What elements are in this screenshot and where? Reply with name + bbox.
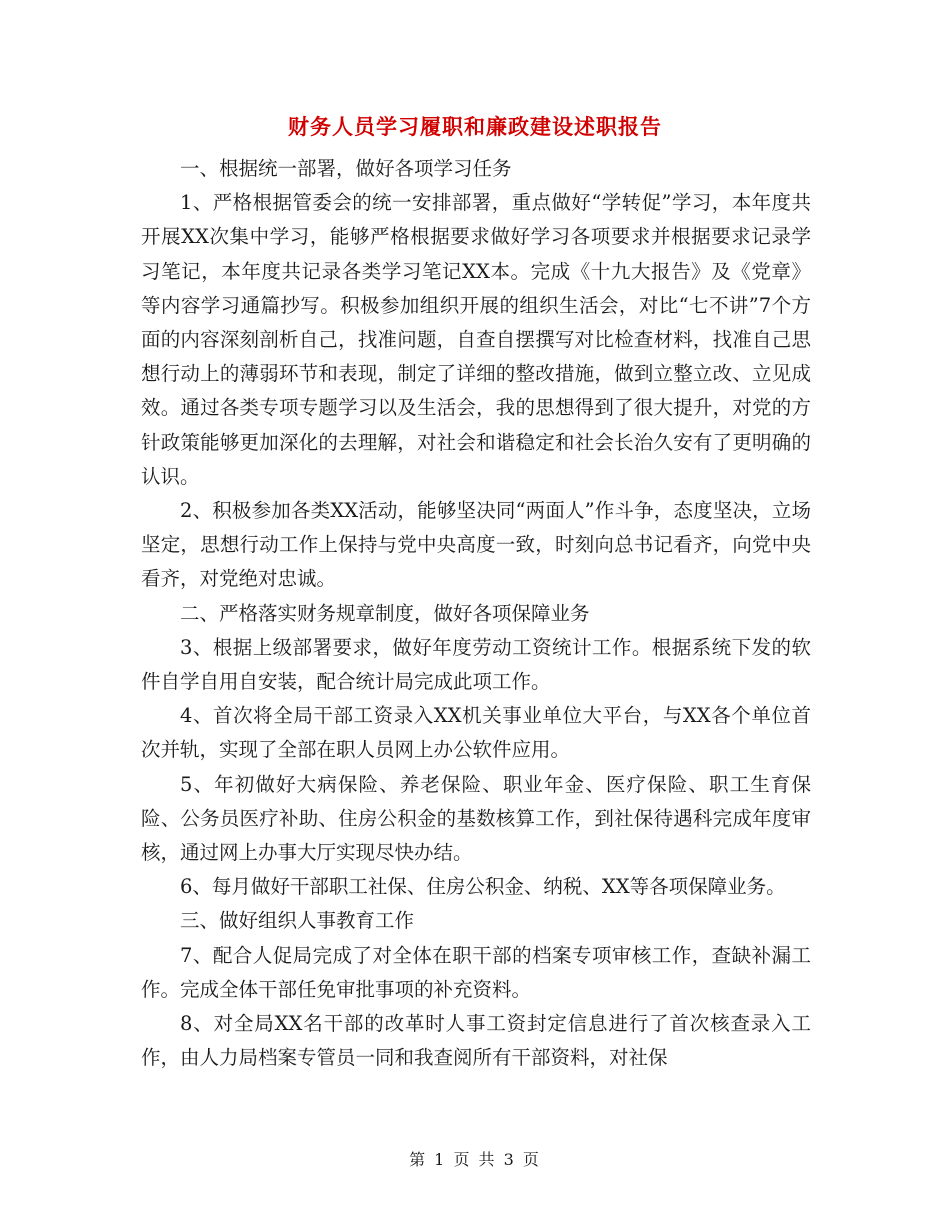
section-heading-3: 三、做好组织人事教育工作 bbox=[180, 909, 415, 933]
paragraph-item-5: 5、年初做好大病保险、养老保险、职业年金、医疗保险、职工生育保险、公务员医疗补助、住房公积金的基数核算工作，到社保待遇科完成年度审核，通过网上办事大厅实现尽快办结。 bbox=[141, 772, 811, 865]
paragraph-item-7: 7、配合人促局完成了对全体在职干部的档案专项审核工作，查缺补漏工作。完成全体干部任免审批事项的补充资料。 bbox=[141, 943, 811, 1001]
paragraph-item-8: 8、对全局XX名干部的改革时人事工资封定信息进行了首次核查录入工作，由人力局档案专管员一同和我查阅所有干部资料，对社保 bbox=[141, 1012, 811, 1070]
paragraph-item-2: 2、积极参加各类XX活动，能够坚决同“两面人”作斗争，态度坚决，立场坚定，思想行动工作上保持与党中央高度一致，时刻向总书记看齐，向党中央看齐，对党绝对忠诚。 bbox=[141, 499, 811, 591]
document-body bbox=[141, 152, 811, 1075]
section-heading-2: 二、严格落实财务规章制度，做好各项保障业务 bbox=[180, 601, 590, 625]
paragraph-item-3: 3、根据上级部署要求，做好年度劳动工资统计工作。根据系统下发的软件自学自用自安装，配合统计局完成此项工作。 bbox=[141, 635, 811, 694]
paragraph-item-6: 6、每月做好干部职工社保、住房公积金、纳税、XX等各项保障业务。 bbox=[180, 875, 786, 899]
document-title: 财务人员学习履职和廉政建设述职报告 bbox=[288, 114, 662, 139]
paragraph-item-1: 1、严格根据管委会的统一安排部署，重点做好“学转促”学习，本年度共开展XX次集中学习，能够严格根据要求做好学习各项要求并根据要求记录学习笔记，本年度共记录各类学习笔记XX本。完成《十九大报告》及《党章》等内容学习通篇抄写。积极参加组织开展的组织生活会，对比“七不讲”7个方面的内容深刻剖析自己，找准问题，自查自摆撰写对比检查材料，找准自己思想行动上的薄弱环节和表现，制定了详细的整改措施，做到立整立改、立见成效。通过各类专项专题学习以及生活会，我的思想得到了很大提升，对党的方针政策能够更加深化的去理解，对社会和谐稳定和社会长治久安有了更明确的认识。 bbox=[141, 191, 811, 488]
section-heading-1: 一、根据统一部署，做好各项学习任务 bbox=[180, 157, 512, 180]
page-footer: 第 1 页 共 3 页 bbox=[409, 1150, 541, 1169]
paragraph-item-4: 4、首次将全局干部工资录入XX机关事业单位大平台，与XX各个单位首次并轨，实现了全部在职人员网上办公软件应用。 bbox=[141, 704, 811, 762]
